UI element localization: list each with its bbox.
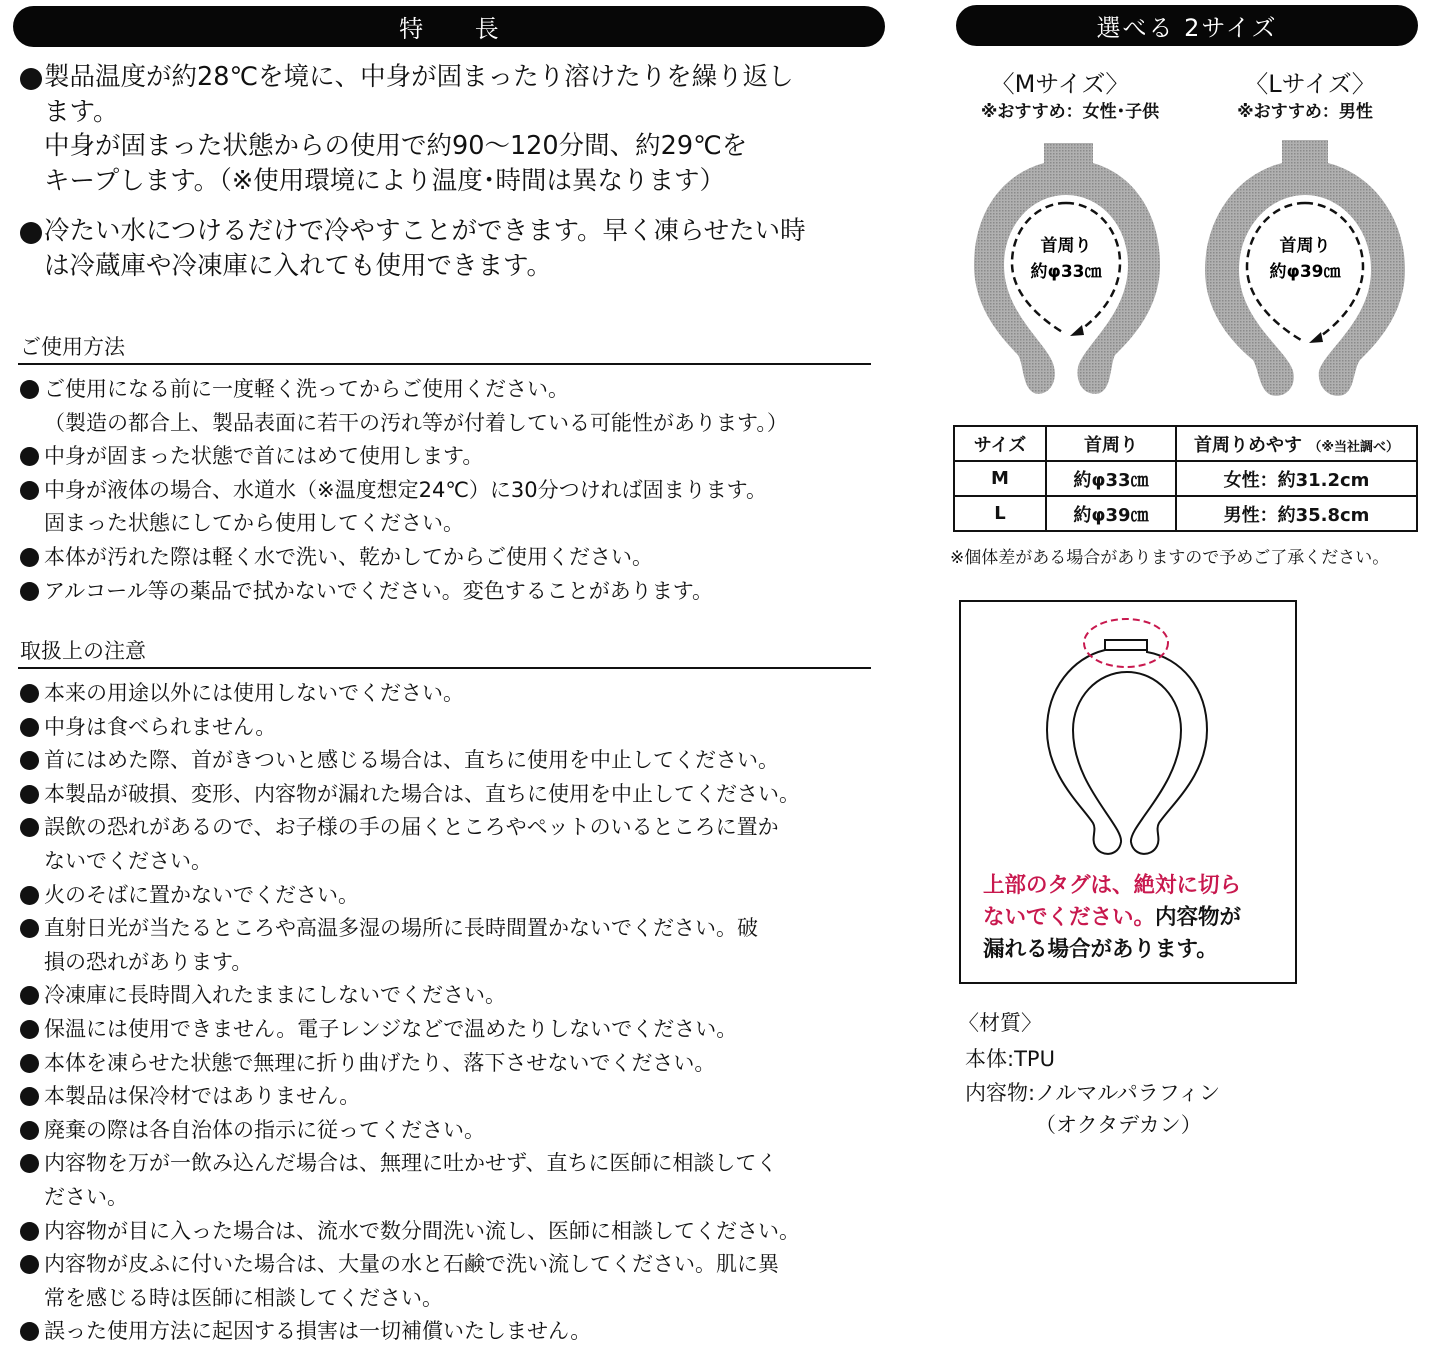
- caution-item: [18, 1248, 871, 1315]
- usage-line: 本体が汚れた際は軽く水で洗い、乾かしてからご使用ください。: [44, 544, 653, 569]
- cautions-title: 取扱上の注意: [18, 637, 871, 669]
- l-size-recommend: ※おすすめ：男性: [1237, 102, 1373, 122]
- caution-line: 本製品は保冷材ではありません。: [44, 1084, 361, 1109]
- caution-item: [18, 677, 871, 711]
- caution-item: [18, 711, 871, 745]
- caution-line: 内容物が皮ふに付いた場合は、大量の水と石鹸で洗い流してください。肌に異: [44, 1252, 779, 1277]
- caution-item: [18, 1013, 871, 1047]
- caution-line: 誤った使用方法に起因する損害は一切補償いたしません。: [44, 1319, 592, 1344]
- warning-line-2-black: 内容物が: [1155, 905, 1242, 930]
- caution-item: [18, 1080, 871, 1114]
- usage-title: ご使用方法: [18, 333, 871, 365]
- material-title: 〈材質〉: [958, 1011, 1042, 1035]
- usage-line: アルコール等の薬品で拭かないでください。変色することがあります。: [44, 578, 714, 603]
- cautions-section: [18, 637, 871, 1349]
- feature-line: 冷たい水につけるだけで冷やすことができます。早く凍らせたい時: [44, 216, 806, 246]
- caution-item: [18, 1315, 871, 1349]
- sizes-header-bar: [956, 5, 1418, 46]
- caution-item: [18, 778, 871, 812]
- feature-line: 製品温度が約28℃を境に、中身が固まったり溶けたりを繰り返し: [44, 62, 794, 92]
- cell-size: L: [954, 496, 1046, 531]
- individual-difference-note: ※個体差がある場合がありますので予めご了承ください。: [950, 548, 1390, 568]
- cell-neck: 約φ33㎝: [1046, 461, 1176, 496]
- usage-line: （製造の都合上、製品表面に若干の汚れ等が付着している可能性があります。）: [44, 410, 788, 435]
- feature-line: ます。: [44, 96, 119, 127]
- features-title: 特 長: [399, 15, 521, 43]
- features-header-bar: [13, 6, 885, 47]
- usage-item: [18, 541, 871, 575]
- warning-line-3: 漏れる場合があります。: [983, 937, 1218, 962]
- caution-line: 廃棄の際は各自治体の指示に従ってください。: [44, 1117, 485, 1142]
- m-diagram-label-1: 首周り: [1040, 236, 1092, 256]
- material-body: 本体:TPU: [965, 1047, 1055, 1071]
- l-diagram-label-1: 首周り: [1279, 236, 1331, 256]
- caution-line: 首にはめた際、首がきついと感じる場合は、直ちに使用を中止してください。: [44, 748, 779, 773]
- table-header-row: [954, 426, 1417, 461]
- feature-line: キープします。（※使用環境により温度･時間は異なります）: [44, 165, 726, 196]
- caution-line: 中身は食べられません。: [44, 714, 277, 739]
- caution-item: [18, 912, 871, 979]
- cell-size: M: [954, 461, 1046, 496]
- caution-line: 本来の用途以外には使用しないでください。: [44, 681, 464, 705]
- sizes-title: 選べる 2サイズ: [1096, 14, 1278, 42]
- size-table: [953, 425, 1418, 532]
- neck-ring-outline-diagram: [1031, 610, 1231, 870]
- cell-neck-guide: 女性：約31.2cm: [1176, 461, 1417, 496]
- usage-line: 中身が固まった状態で首にはめて使用します。: [44, 444, 484, 469]
- header-neck: 首周り: [1046, 426, 1176, 461]
- caution-line: 誤飲の恐れがあるので、お子様の手の届くところやペットのいるところに置か: [44, 815, 779, 840]
- caution-item: [18, 1147, 871, 1214]
- usage-item: [18, 440, 871, 474]
- caution-line: 常を感じる時は医師に相談してください。: [44, 1285, 443, 1310]
- caution-line: 内容物が目に入った場合は、流水で数分間洗い流し、医師に相談してください。: [44, 1218, 800, 1243]
- caution-item: [18, 1215, 871, 1249]
- material-contents-note: （オクタデカン）: [1035, 1113, 1202, 1137]
- caution-item: [18, 879, 871, 913]
- warning-line-1: 上部のタグは、絶対に切ら: [983, 873, 1242, 898]
- m-size-neck-ring-diagram: [960, 135, 1170, 400]
- caution-line: 火のそばに置かないでください。: [44, 882, 359, 907]
- usage-line: 固まった状態にしてから使用してください。: [44, 511, 464, 536]
- m-size-label: 〈Mサイズ〉: [990, 70, 1130, 98]
- header-note: （※当社調べ）: [1308, 439, 1399, 455]
- header-neck-guide-label: 首周りめやす: [1194, 434, 1303, 456]
- table-row: [954, 461, 1417, 496]
- material-contents: 内容物:ノルマルパラフィン: [965, 1081, 1221, 1105]
- usage-section: [18, 333, 871, 608]
- usage-line: ご使用になる前に一度軽く洗ってからご使用ください。: [44, 377, 569, 401]
- header-neck-guide: [1176, 426, 1417, 461]
- m-size-recommend: ※おすすめ：女性･子供: [980, 102, 1160, 122]
- feature-item: [18, 214, 888, 283]
- table-row: [954, 496, 1417, 531]
- l-size-label: 〈Lサイズ〉: [1244, 70, 1376, 98]
- feature-item: [18, 60, 888, 198]
- caution-item: [18, 1114, 871, 1148]
- caution-item: [18, 811, 871, 878]
- cell-neck-guide: 男性：約35.8cm: [1176, 496, 1417, 531]
- usage-line: 中身が液体の場合、水道水（※温度想定24℃）に30分つければ固まります。: [44, 477, 767, 502]
- warning-line-2-pink: ないでください。: [983, 905, 1156, 930]
- tag-warning-box: [959, 600, 1297, 984]
- caution-line: 冷凍庫に長時間入れたままにしないでください。: [44, 983, 506, 1008]
- caution-line: ないでください。: [44, 848, 212, 873]
- caution-line: 本体を凍らせた状態で無理に折り曲げたり、落下させないでください。: [44, 1050, 716, 1075]
- m-diagram-label-2: 約φ33㎝: [1030, 262, 1102, 282]
- feature-line: 中身が固まった状態からの使用で約90〜120分間、約29℃を: [44, 131, 748, 161]
- header-size: サイズ: [954, 426, 1046, 461]
- features-list: [18, 60, 888, 299]
- tag-warning-text: [983, 870, 1241, 966]
- caution-item: [18, 1047, 871, 1081]
- usage-item: [18, 575, 871, 609]
- caution-item: [18, 979, 871, 1013]
- l-size-neck-ring-diagram: [1195, 135, 1420, 400]
- caution-line: 直射日光が当たるところや高温多湿の場所に長時間置かないでください。破: [44, 916, 758, 941]
- cell-neck: 約φ39㎝: [1046, 496, 1176, 531]
- usage-item: [18, 373, 871, 440]
- caution-line: 本製品が破損、変形、内容物が漏れた場合は、直ちに使用を中止してください。: [44, 781, 800, 806]
- caution-line: 損の恐れがあります。: [44, 949, 253, 974]
- caution-line: 保温には使用できません。電子レンジなどで温めたりしないでください。: [44, 1016, 738, 1041]
- caution-item: [18, 744, 871, 778]
- caution-line: ださい。: [44, 1184, 128, 1209]
- feature-line: は冷蔵庫や冷凍庫に入れても使用できます。: [44, 250, 552, 281]
- usage-item: [18, 474, 871, 541]
- l-diagram-label-2: 約φ39㎝: [1269, 262, 1341, 282]
- caution-line: 内容物を万が一飲み込んだ場合は、無理に吐かせず、直ちに医師に相談してく: [44, 1151, 778, 1176]
